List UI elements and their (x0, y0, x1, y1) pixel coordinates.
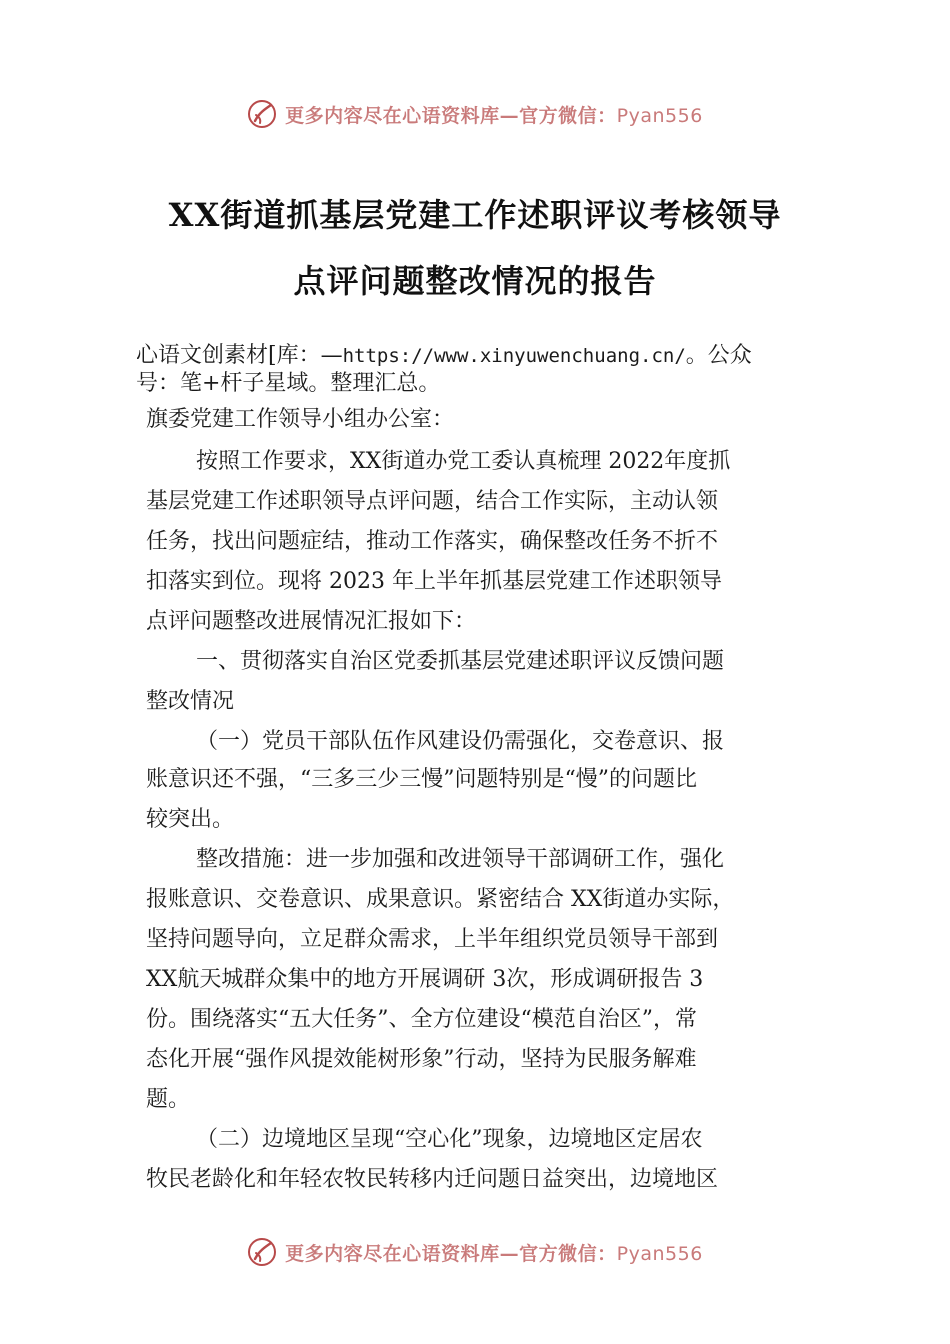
body-line: 题。 (146, 1087, 191, 1112)
body-line: 牧民老龄化和年轻农牧民转移内迁问题日益突出，边境地区 (146, 1167, 719, 1192)
footer-banner-text: 更多内容尽在心语资料库—官方微信：Pyan556 (285, 1242, 703, 1265)
body-line: 报账意识、交卷意识、成果意识。紧密结合 XX街道办实际， (146, 887, 735, 912)
section-heading: 整改情况 (146, 689, 235, 714)
body-line: 账意识还不强，“三多三少三慢”问题特别是“慢”的问题比 (146, 767, 697, 792)
body-line: 按照工作要求，XX街道办党工委认真梳理 2022年度抓 (196, 449, 731, 474)
body-line: 态化开展“强作风提效能树形象”行动，坚持为民服务解难 (146, 1047, 697, 1072)
body-line: XX航天城群众集中的地方开展调研 3次，形成调研报告 3 (146, 967, 704, 992)
source-note-line-1: 心语文创素材[库：—https://www.xinyuwenchuang.cn/。公众 (136, 343, 752, 368)
header-banner-text: 更多内容尽在心语资料库—官方微信：Pyan556 (285, 104, 703, 127)
brush-logo-icon (247, 1237, 277, 1267)
body-line: 基层党建工作述职领导点评问题，结合工作实际，主动认领 (146, 489, 719, 514)
header-banner (0, 94, 950, 134)
body-line: 任务，找出问题症结，推动工作落实，确保整改任务不折不 (146, 529, 719, 554)
body-line: 坚持问题导向，立足群众需求，上半年组织党员领导干部到 (146, 927, 719, 952)
body-line: （一）党员干部队伍作风建设仍需强化，交卷意识、报 (196, 729, 725, 754)
source-url: https://www.xinyuwenchuang.cn/ (342, 345, 686, 367)
brush-logo-icon (247, 99, 277, 129)
header-wechat-id: Pyan556 (616, 104, 703, 127)
source-note-line-2: 号：笔+杆子星域。整理汇总。 (136, 371, 441, 396)
body-line: 整改措施：进一步加强和改进领导干部调研工作，强化 (196, 847, 725, 872)
footer-banner (0, 1232, 950, 1272)
body-line: 较突出。 (146, 807, 235, 832)
body-line: 扣落实到位。现将 2023 年上半年抓基层党建工作述职领导 (146, 569, 722, 594)
recipient: 旗委党建工作领导小组办公室： (146, 407, 455, 432)
section-heading: 一、贯彻落实自治区党委抓基层党建述职评议反馈问题 (196, 649, 725, 674)
body-line: （二）边境地区呈现“空心化”现象，边境地区定居农 (196, 1127, 703, 1152)
body-line: 点评问题整改进展情况汇报如下： (146, 609, 477, 634)
document-title-line-1: XX街道抓基层党建工作述职评议考核领导 (168, 196, 782, 234)
footer-wechat-id: Pyan556 (616, 1242, 703, 1265)
document-title-line-2: 点评问题整改情况的报告 (293, 262, 657, 300)
body-line: 份。围绕落实“五大任务”、全方位建设“模范自治区”，常 (146, 1007, 697, 1032)
